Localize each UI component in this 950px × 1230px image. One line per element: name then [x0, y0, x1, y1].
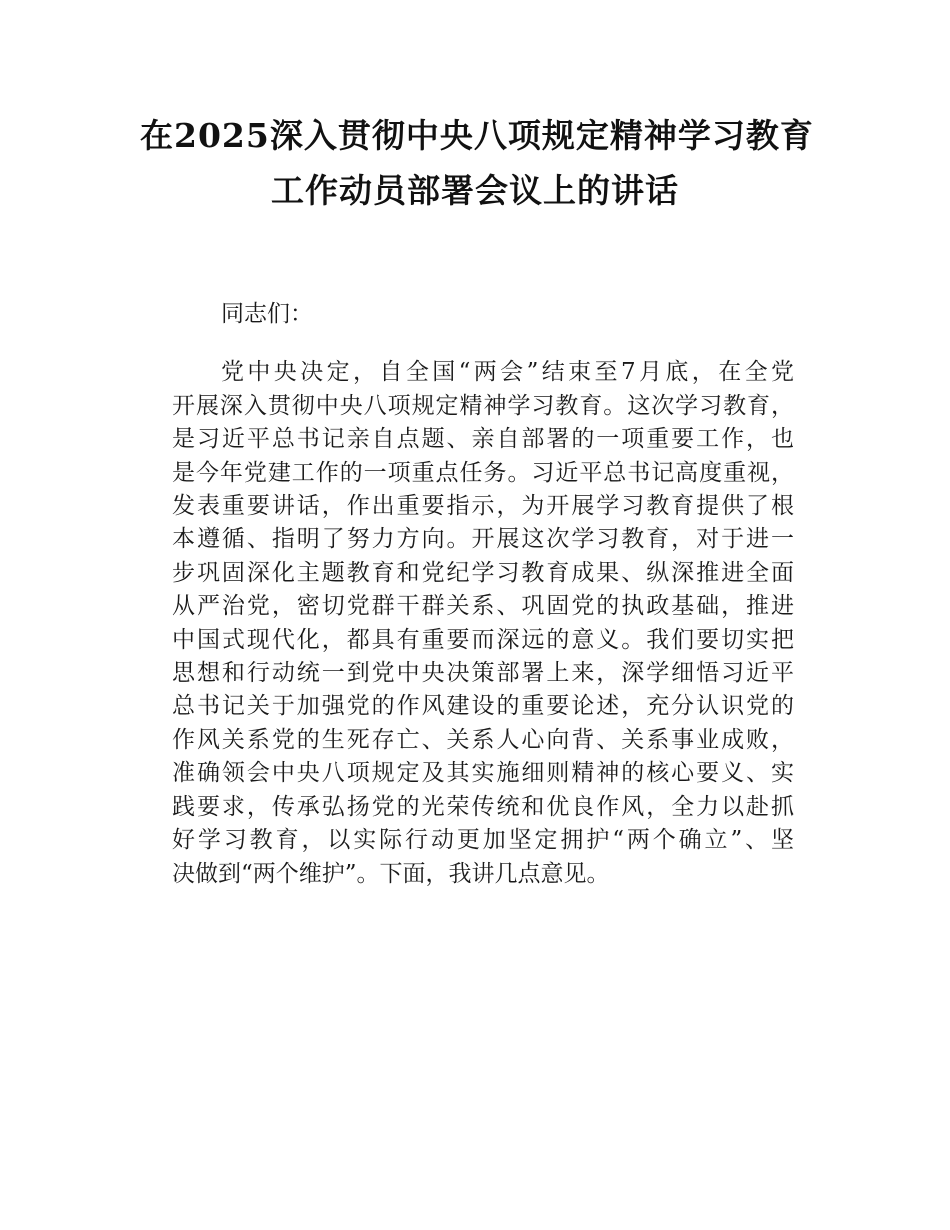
salutation: 同志们： — [221, 301, 313, 327]
document-body — [172, 298, 794, 891]
paragraph-line: 从严治党，密切党群干群关系、巩固党的执政基础，推进 — [172, 593, 794, 620]
document-title — [140, 108, 814, 218]
paragraph-line: 作风关系党的生死存亡、关系人心向背、关系事业成败， — [172, 726, 794, 753]
paragraph-line: 践要求，传承弘扬党的光荣传统和优良作风，全力以赴抓 — [172, 793, 794, 820]
paragraph-line: 好学习教育，以实际行动更加坚定拥护“两个确立”、坚 — [172, 827, 794, 854]
paragraph-line: 思想和行动统一到党中央决策部署上来，深学细悟习近平 — [172, 660, 794, 687]
paragraph-line: 准确领会中央八项规定及其实施细则精神的核心要义、实 — [172, 760, 794, 787]
paragraph-line: 是习近平总书记亲自点题、亲自部署的一项重要工作，也 — [172, 426, 794, 453]
paragraph-line: 发表重要讲话，作出重要指示，为开展学习教育提供了根 — [172, 493, 794, 520]
paragraph-line: 中国式现代化，都具有重要而深远的意义。我们要切实把 — [172, 626, 794, 653]
paragraph-line: 步巩固深化主题教育和党纪学习教育成果、纵深推进全面 — [172, 559, 794, 586]
paragraph-line: 开展深入贯彻中央八项规定精神学习教育。这次学习教育， — [172, 392, 794, 419]
paragraph-line: 决做到“两个维护”。下面，我讲几点意见。 — [172, 860, 610, 887]
paragraph-line: 党中央决定，自全国“两会”结束至7月底，在全党 — [221, 359, 794, 386]
body-paragraph — [172, 356, 794, 891]
title-line-1: 在2025深入贯彻中央八项规定精神学习教育 — [140, 116, 814, 155]
paragraph-line: 本遵循、指明了努力方向。开展这次学习教育，对于进一 — [172, 526, 794, 553]
paragraph-line: 是今年党建工作的一项重点任务。习近平总书记高度重视， — [172, 459, 794, 486]
paragraph-line: 总书记关于加强党的作风建设的重要论述，充分认识党的 — [172, 693, 794, 720]
title-line-2: 工作动员部署会议上的讲话 — [271, 171, 679, 210]
